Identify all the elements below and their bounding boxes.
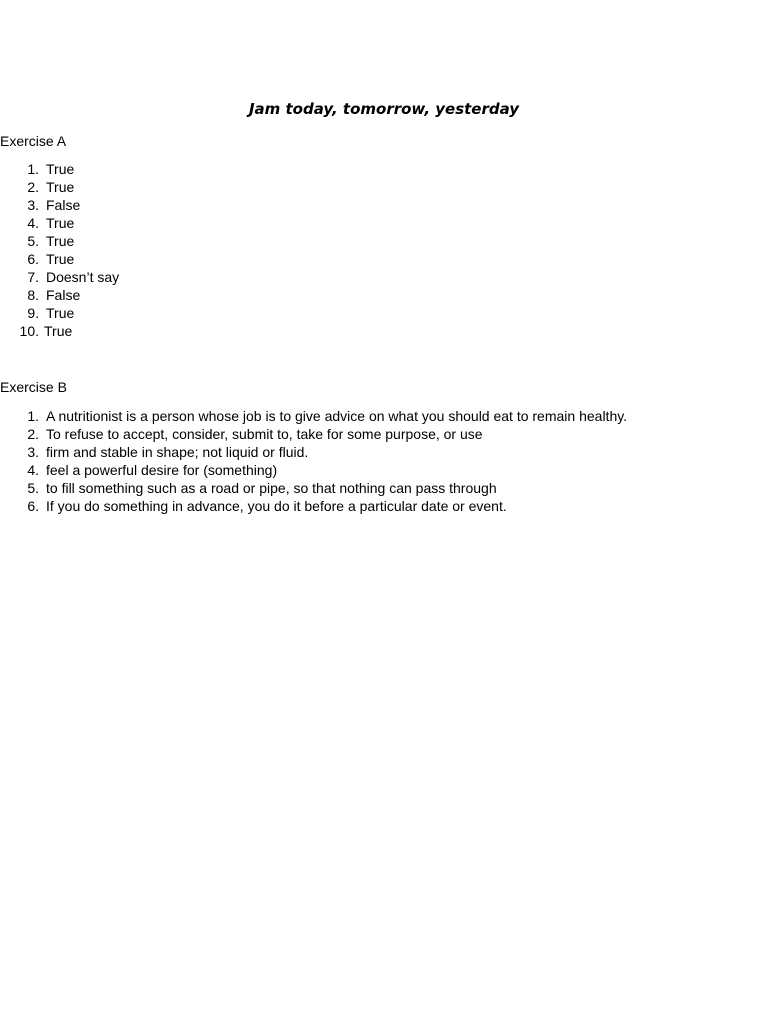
exercise-b-heading: Exercise B bbox=[0, 379, 67, 395]
exercise-a-heading: Exercise A bbox=[0, 133, 67, 149]
item-number: 3. bbox=[27, 197, 39, 213]
item-number: 3. bbox=[27, 444, 39, 460]
item-number: 6. bbox=[27, 251, 39, 267]
item-text: feel a powerful desire for (something) bbox=[46, 462, 278, 478]
item-text: If you do something in advance, you do it before a particular date or event. bbox=[46, 498, 507, 514]
item-text: True bbox=[46, 305, 75, 321]
item-number: 5. bbox=[27, 233, 39, 249]
item-text: False bbox=[46, 287, 81, 303]
item-number: 1. bbox=[27, 161, 39, 177]
item-text: firm and stable in shape; not liquid or fluid. bbox=[46, 444, 309, 460]
item-number: 9. bbox=[27, 305, 39, 321]
item-text: True bbox=[46, 215, 75, 231]
item-number: 7. bbox=[27, 269, 39, 285]
item-number: 4. bbox=[27, 462, 39, 478]
item-text: True bbox=[46, 251, 75, 267]
item-text: True bbox=[44, 323, 73, 339]
item-number: 10. bbox=[19, 323, 39, 339]
item-text: A nutritionist is a person whose job is to give advice on what you should eat to remain healthy. bbox=[46, 408, 628, 424]
item-number: 5. bbox=[27, 480, 39, 496]
item-text: False bbox=[46, 197, 81, 213]
page-title: Jam today, tomorrow, yesterday bbox=[248, 100, 520, 118]
item-number: 2. bbox=[27, 179, 39, 195]
item-number: 2. bbox=[27, 426, 39, 442]
item-text: True bbox=[46, 179, 75, 195]
item-number: 4. bbox=[27, 215, 39, 231]
item-text: True bbox=[46, 233, 75, 249]
item-text: To refuse to accept, consider, submit to, take for some purpose, or use bbox=[46, 426, 483, 442]
item-number: 1. bbox=[27, 408, 39, 424]
item-text: True bbox=[46, 161, 75, 177]
item-text: Doesn’t say bbox=[46, 269, 120, 285]
item-number: 8. bbox=[27, 287, 39, 303]
item-number: 6. bbox=[27, 498, 39, 514]
item-text: to fill something such as a road or pipe, so that nothing can pass through bbox=[46, 480, 497, 496]
